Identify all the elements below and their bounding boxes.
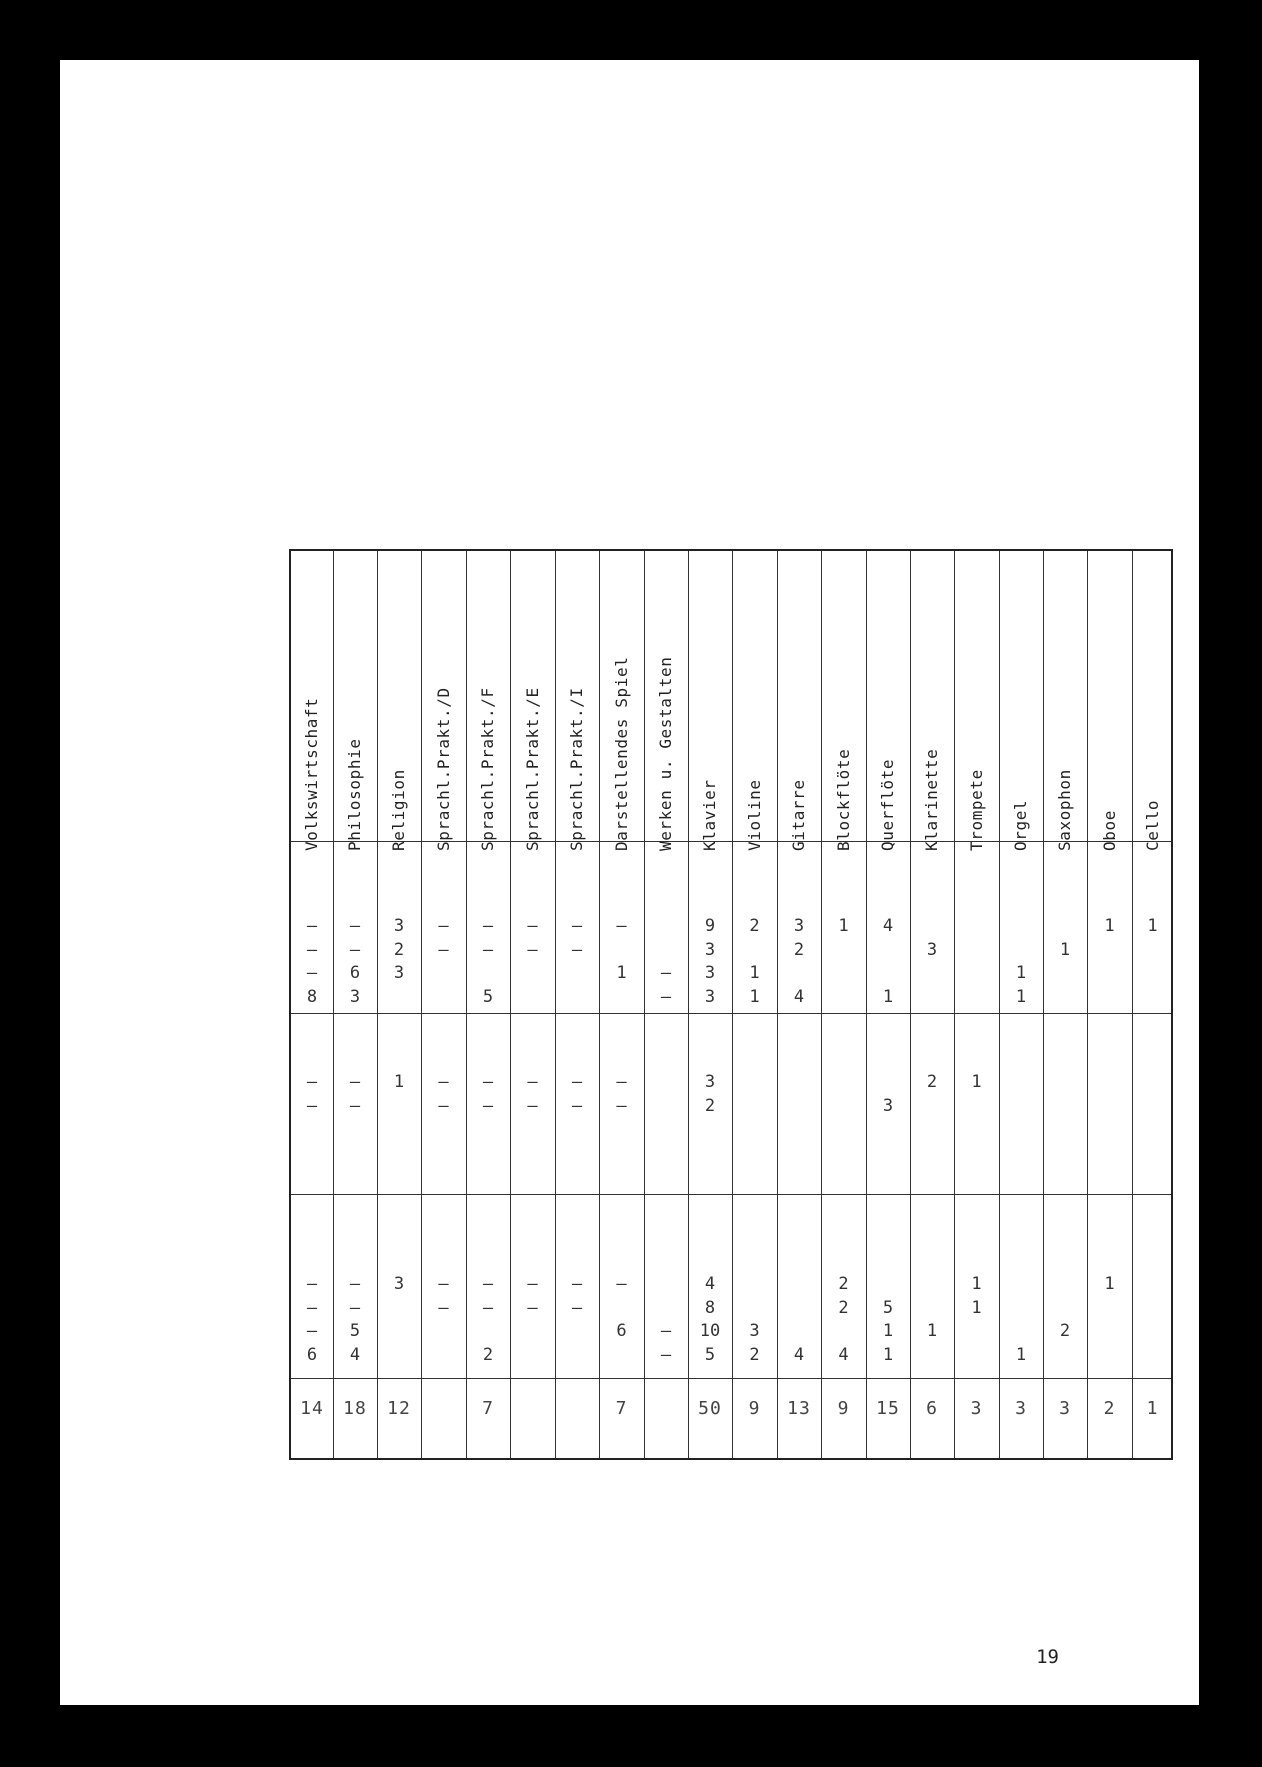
column-header bbox=[510, 551, 555, 851]
table-cell: – – bbox=[482, 1072, 494, 1116]
table-cell: 1 bbox=[971, 1072, 982, 1092]
column-divider bbox=[1087, 551, 1088, 1458]
column-divider bbox=[555, 551, 556, 1458]
table-cell: – – 5 4 bbox=[349, 1274, 361, 1365]
table-column bbox=[1132, 551, 1173, 1458]
column-divider bbox=[732, 551, 733, 1458]
total-cell: 6 bbox=[926, 1398, 938, 1419]
column-divider bbox=[644, 551, 645, 1458]
column-divider bbox=[599, 551, 600, 1458]
column-header bbox=[777, 551, 821, 851]
column-header-label: Trompete bbox=[966, 769, 986, 851]
column-header-label: Religion bbox=[389, 769, 408, 851]
table-cell: – – bbox=[616, 1072, 627, 1116]
column-header bbox=[999, 551, 1043, 851]
table-cell: – – bbox=[349, 1072, 361, 1116]
table-column bbox=[688, 551, 732, 1458]
table-column bbox=[910, 551, 954, 1458]
table-cell: – – bbox=[660, 963, 672, 1007]
table-cell: 3 2 bbox=[704, 1072, 716, 1116]
table-column bbox=[555, 551, 599, 1458]
table-cell: – – 2 bbox=[482, 1274, 494, 1365]
table-column bbox=[510, 551, 555, 1458]
table-cell: – – bbox=[438, 916, 449, 960]
column-header bbox=[1132, 551, 1173, 851]
column-divider bbox=[821, 551, 822, 1458]
column-divider bbox=[510, 551, 511, 1458]
table-cell: – – bbox=[306, 1072, 318, 1116]
total-cell: 7 bbox=[482, 1398, 494, 1419]
column-divider bbox=[377, 551, 378, 1458]
column-header bbox=[954, 551, 999, 851]
total-cell: 3 bbox=[970, 1398, 983, 1419]
column-divider bbox=[866, 551, 867, 1458]
column-header-label: Violine bbox=[744, 779, 764, 851]
column-header-label: Sprachl.Prakt./D bbox=[433, 687, 453, 851]
table-cell: – 6 bbox=[616, 1274, 627, 1341]
table-column bbox=[866, 551, 910, 1458]
table-cell: 9 3 3 3 bbox=[704, 916, 716, 1007]
table-cell: 1 bbox=[926, 1321, 938, 1341]
table-cell: 1 1 bbox=[971, 1274, 982, 1318]
table-column bbox=[599, 551, 644, 1458]
column-header-label: Blockflöte bbox=[833, 748, 853, 851]
table-cell: – – – 6 bbox=[306, 1274, 318, 1365]
table-cell: – – bbox=[571, 916, 583, 960]
table-column bbox=[999, 551, 1043, 1458]
table-cell: 3 bbox=[393, 1274, 405, 1294]
column-header-label: Orgel bbox=[1011, 799, 1030, 851]
table-cell: 3 2 bbox=[749, 1321, 760, 1365]
total-cell: 7 bbox=[615, 1398, 628, 1419]
column-header bbox=[644, 551, 688, 851]
table-cell: – – bbox=[571, 1274, 583, 1318]
table-column bbox=[377, 551, 421, 1458]
table-cell: 4 8 10 5 bbox=[699, 1274, 721, 1365]
table-cell: – – bbox=[660, 1321, 672, 1365]
table-column bbox=[333, 551, 377, 1458]
table-cell: – – 6 3 bbox=[349, 916, 361, 1007]
table-cell: – – bbox=[438, 1072, 449, 1116]
column-header bbox=[1087, 551, 1132, 851]
table-cell: 1 bbox=[1059, 939, 1071, 960]
column-header bbox=[910, 551, 954, 851]
table-cell: 1 1 bbox=[1015, 963, 1027, 1007]
column-divider bbox=[466, 551, 467, 1458]
table-cell: 1 bbox=[1104, 916, 1115, 936]
column-header-label: Querflöte bbox=[878, 758, 897, 851]
total-cell: 3 bbox=[1059, 1398, 1071, 1419]
column-divider bbox=[1132, 551, 1133, 1458]
column-header-label: Volkswirtschaft bbox=[302, 697, 321, 851]
column-header bbox=[421, 551, 466, 851]
column-divider bbox=[333, 551, 334, 1458]
page-number: 19 bbox=[1036, 1646, 1059, 1668]
table-cell: 1 bbox=[1015, 1344, 1027, 1365]
table-cell: – – bbox=[438, 1274, 449, 1318]
table-cell: 3 bbox=[882, 1095, 894, 1116]
table-cell: – – bbox=[571, 1072, 583, 1116]
column-header bbox=[599, 551, 644, 851]
table-cell: 2 2 4 bbox=[838, 1274, 849, 1365]
total-cell: 13 bbox=[787, 1398, 811, 1419]
table-cell: 3 2 4 bbox=[793, 916, 805, 1007]
table-cell: – – bbox=[527, 1274, 538, 1318]
total-cell: 3 bbox=[1015, 1398, 1027, 1419]
table-cell: 3 2 3 bbox=[393, 916, 405, 983]
column-header bbox=[1043, 551, 1087, 851]
column-header bbox=[291, 551, 333, 851]
column-header-label: Saxophon bbox=[1055, 769, 1074, 851]
column-header bbox=[821, 551, 866, 851]
table-column bbox=[421, 551, 466, 1458]
table-column bbox=[644, 551, 688, 1458]
column-header bbox=[732, 551, 777, 851]
column-header-label: Philosophie bbox=[345, 738, 364, 851]
table-cell: 1 bbox=[838, 916, 849, 936]
column-header-label: Werken u. Gestalten bbox=[656, 656, 675, 851]
table-cell: – – bbox=[527, 916, 538, 960]
table-column bbox=[291, 551, 333, 1458]
data-table bbox=[289, 549, 1173, 1460]
total-cell: 1 bbox=[1146, 1398, 1159, 1419]
table-cell: – 1 bbox=[616, 916, 627, 983]
table-cell: – – 5 bbox=[482, 916, 494, 1007]
total-cell: 9 bbox=[837, 1398, 850, 1419]
column-header bbox=[377, 551, 421, 851]
total-cell: 9 bbox=[748, 1398, 761, 1419]
column-header-label: Darstellendes Spiel bbox=[611, 656, 631, 851]
table-cell: 2 1 1 bbox=[749, 916, 760, 1007]
column-header-label: Sprachl.Prakt./F bbox=[478, 687, 497, 851]
column-header-label: Klavier bbox=[700, 779, 719, 851]
table-cell: 4 bbox=[793, 1344, 805, 1365]
total-cell: 14 bbox=[300, 1398, 324, 1419]
table-cell: 2 bbox=[1059, 1321, 1071, 1341]
column-divider bbox=[954, 551, 955, 1458]
total-cell: 2 bbox=[1103, 1398, 1116, 1419]
table-cell: 4 1 bbox=[882, 916, 894, 1007]
table-column bbox=[1087, 551, 1132, 1458]
table-column bbox=[954, 551, 999, 1458]
table-column bbox=[821, 551, 866, 1458]
column-divider bbox=[910, 551, 911, 1458]
document-page bbox=[60, 60, 1199, 1705]
table-cell: – – bbox=[527, 1072, 538, 1116]
table-column bbox=[777, 551, 821, 1458]
column-divider bbox=[777, 551, 778, 1458]
column-header-label: Oboe bbox=[1099, 810, 1119, 851]
table-cell: 1 bbox=[393, 1072, 405, 1092]
table-column bbox=[466, 551, 510, 1458]
column-header bbox=[688, 551, 732, 851]
table-cell: 2 bbox=[926, 1072, 938, 1092]
column-header-label: Sprachl.Prakt./E bbox=[522, 687, 542, 851]
table-cell: 5 1 1 bbox=[882, 1297, 894, 1365]
column-divider bbox=[688, 551, 689, 1458]
total-cell: 12 bbox=[387, 1398, 411, 1419]
column-divider bbox=[421, 551, 422, 1458]
table-cell: 3 bbox=[926, 939, 938, 960]
column-header-label: Cello bbox=[1142, 799, 1162, 851]
total-cell: 18 bbox=[343, 1398, 367, 1419]
table-cell: – – – 8 bbox=[306, 916, 318, 1007]
table-cell: 1 bbox=[1147, 916, 1158, 936]
column-header bbox=[466, 551, 510, 851]
column-header-label: Klarinette bbox=[922, 748, 941, 851]
column-divider bbox=[1043, 551, 1044, 1458]
total-cell: 15 bbox=[876, 1398, 900, 1419]
column-header bbox=[555, 551, 599, 851]
column-header bbox=[866, 551, 910, 851]
table-column bbox=[1043, 551, 1087, 1458]
table-cell: 1 bbox=[1104, 1274, 1115, 1294]
total-cell: 50 bbox=[698, 1398, 722, 1419]
column-divider bbox=[999, 551, 1000, 1458]
column-header bbox=[333, 551, 377, 851]
table-column bbox=[732, 551, 777, 1458]
column-header-label: Gitarre bbox=[789, 779, 808, 851]
column-header-label: Sprachl.Prakt./I bbox=[567, 687, 586, 851]
